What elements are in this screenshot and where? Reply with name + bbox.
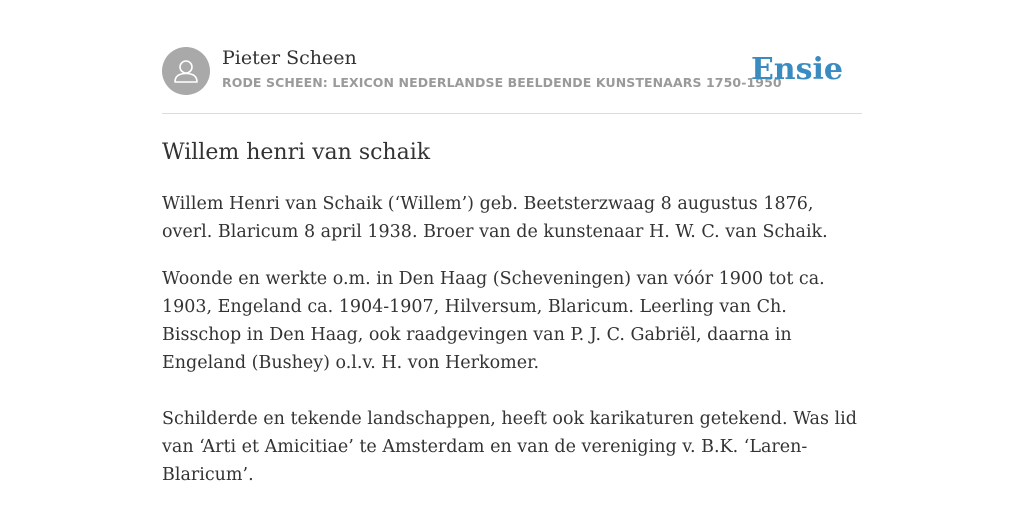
- ensie-logo[interactable]: Ensie: [750, 52, 843, 87]
- source-title[interactable]: RODE SCHEEN: LEXICON NEDERLANDSE BEELDENDE KUNSTENAARS 1750-1950: [222, 75, 782, 90]
- author-name[interactable]: Pieter Scheen: [222, 47, 357, 69]
- article-title: Willem henri van schaik: [162, 140, 431, 165]
- article-paragraph-1: Willem Henri van Schaik (‘Willem’) geb. Beetsterzwaag 8 augustus 1876, overl. Blaricum 8 april 1938. Broer van de kunstenaar H. W. C. van Schaik.: [162, 194, 828, 242]
- header-divider: [162, 113, 862, 114]
- user-icon: [162, 47, 210, 95]
- article-paragraph-3: Schilderde en tekende landschappen, heeft ook karikaturen getekend. Was lid van ‘Arti et Amicitiae’ te Amsterdam en van de vereniging v. B.K. ‘Laren-Blaricum’.: [162, 409, 857, 485]
- article-paragraph-2: Woonde en werkte o.m. in Den Haag (Scheveningen) van vóór 1900 tot ca. 1903, Engeland ca. 1904-1907, Hilversum, Blaricum. Leerling van Ch. Bisschop in Den Haag, ook raadgevingen van P. J. C. Gabriël, daarna in Engeland (Bushey) o.l.v. H. von Herkomer.: [162, 269, 825, 373]
- author-header: [162, 46, 862, 96]
- avatar[interactable]: [162, 47, 210, 95]
